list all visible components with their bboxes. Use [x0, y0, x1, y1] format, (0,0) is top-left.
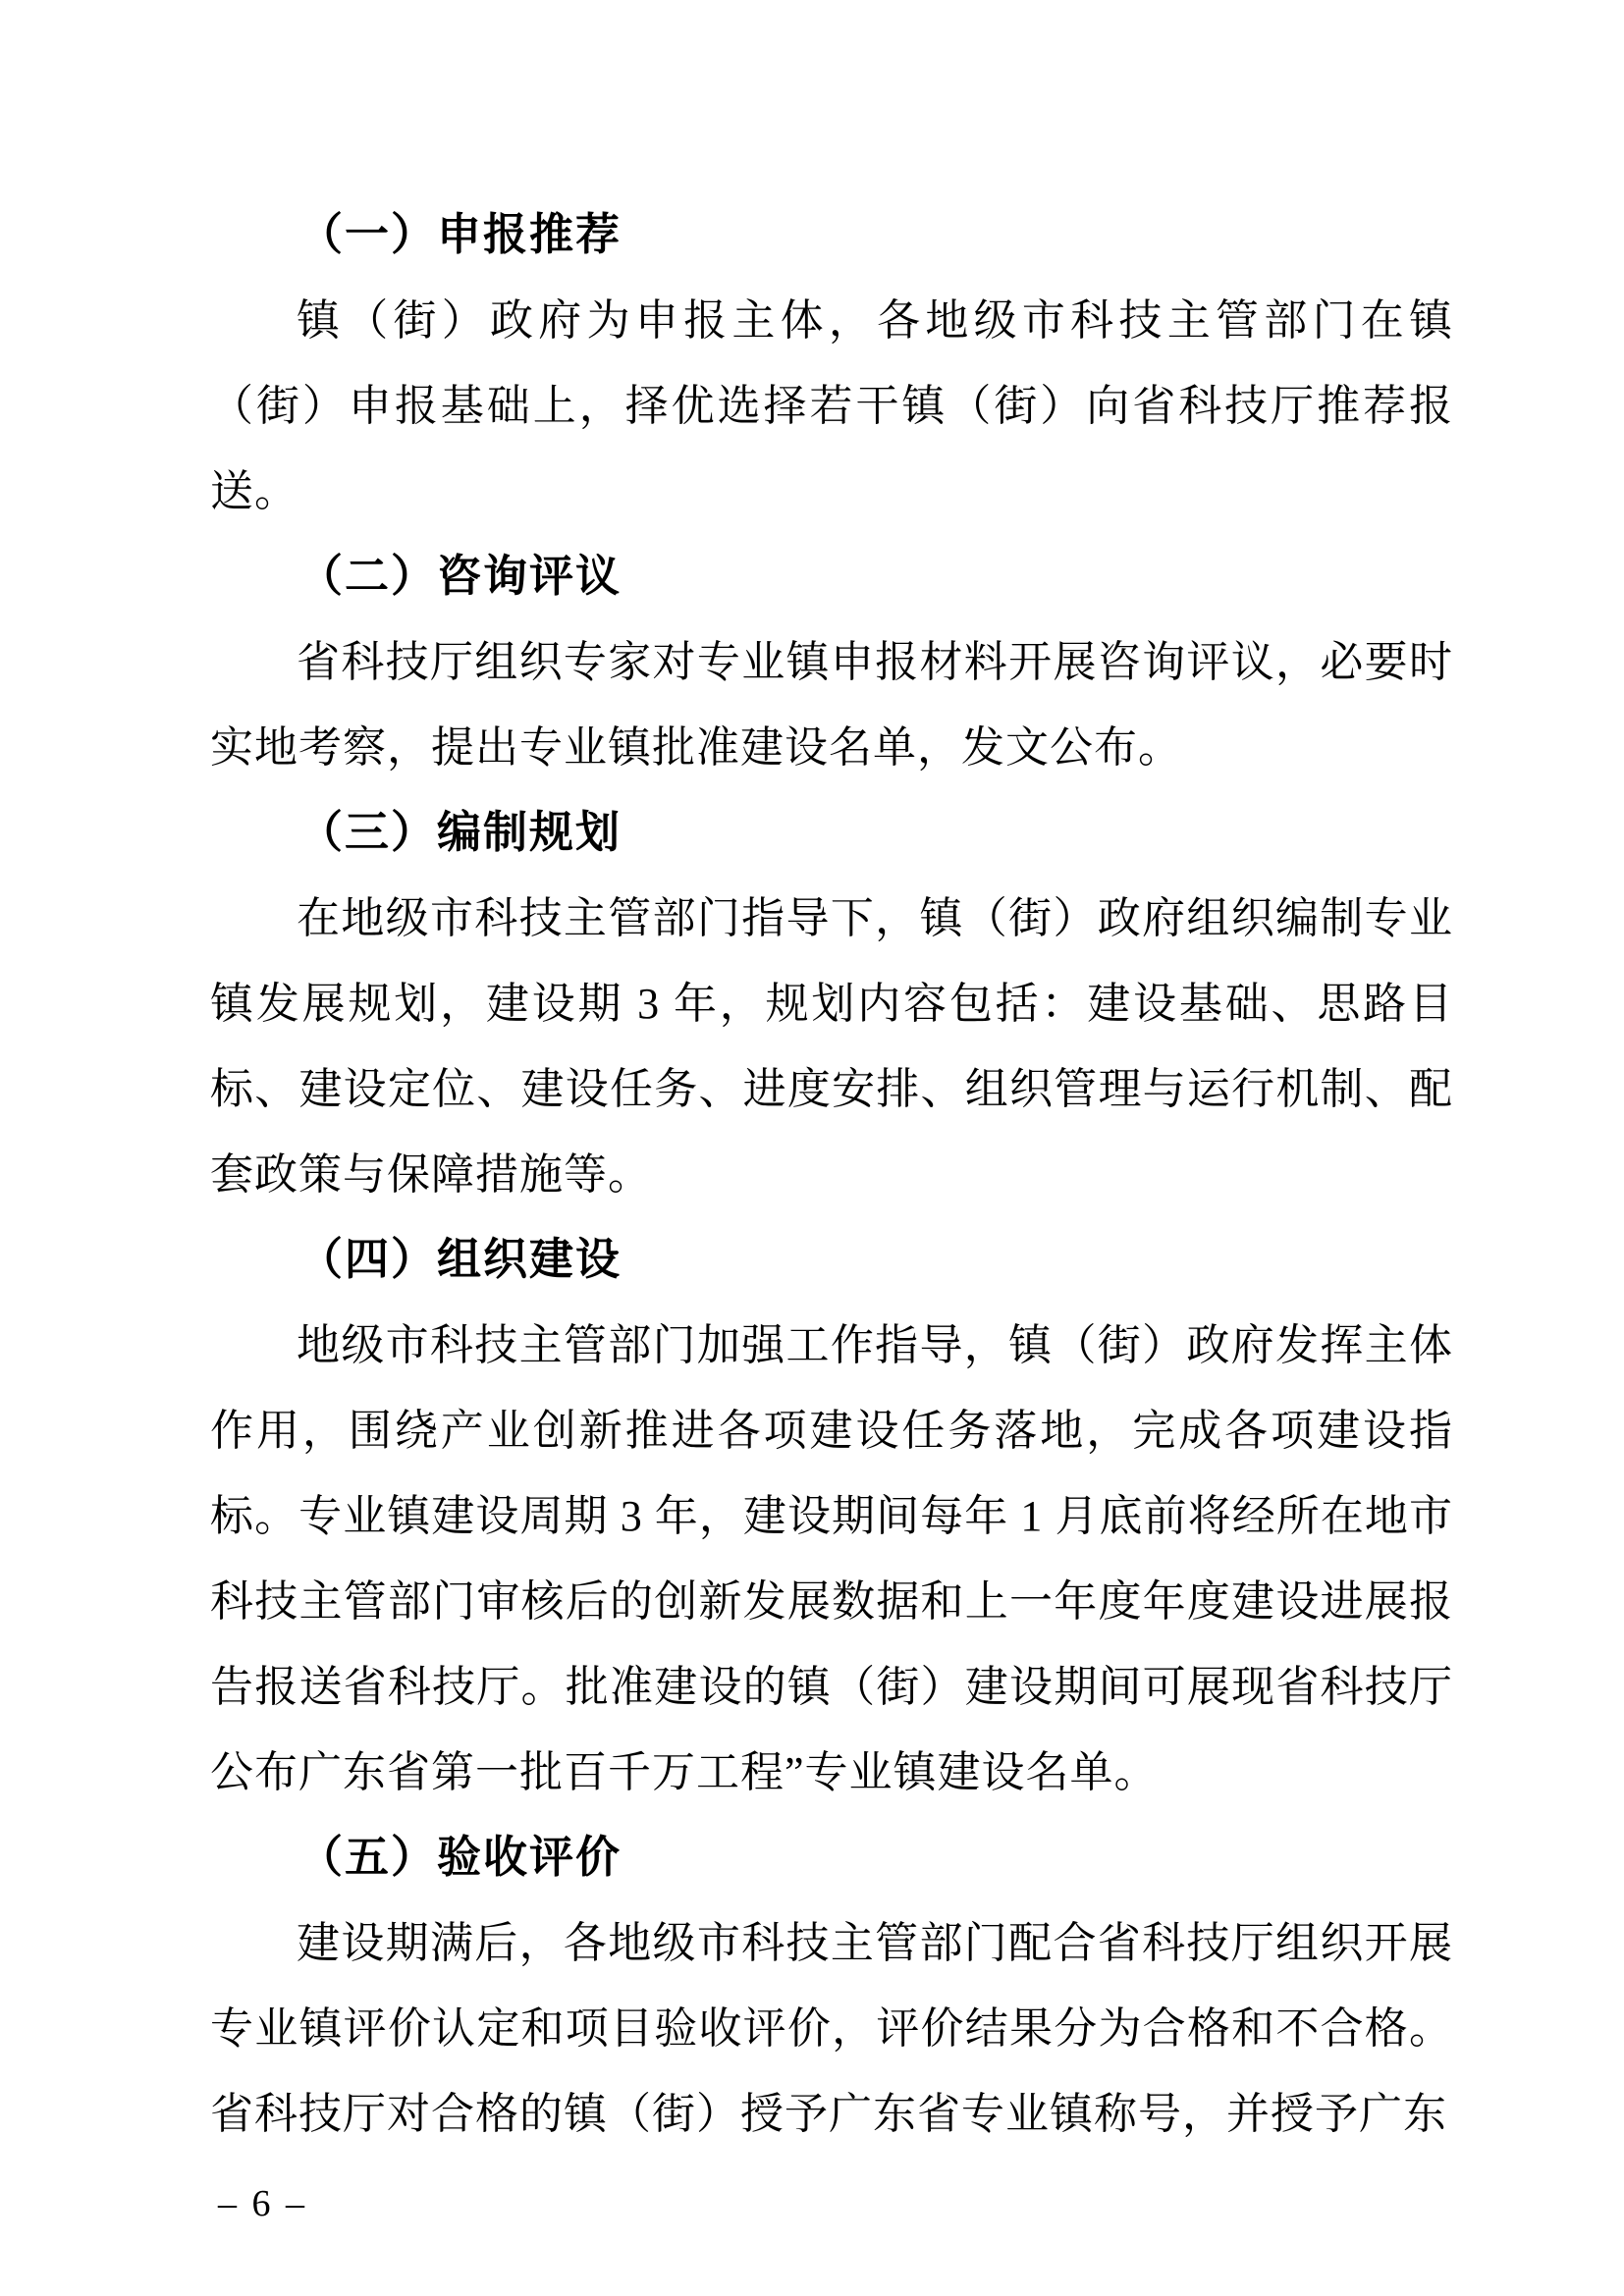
section-heading: （三）编制规划: [298, 808, 623, 857]
section-heading: （二）咨询评议: [298, 552, 623, 601]
section-paragraph: 镇（街）政府为申报主体，各地级市科技主管部门在镇（街）申报基础上，择优选择若干镇（街）向省科技厅推荐报送。: [210, 296, 1453, 515]
section-heading: （五）验收评价: [298, 1833, 623, 1882]
section-paragraph: 地级市科技主管部门加强工作指导，镇（街）政府发挥主体作用，围绕产业创新推进各项建设任务落地，完成各项建设指标。专业镇建设周期 3 年，建设期间每年 1 月底前将经所在地市科技主管部门审核后的创新发展数据和上一年度年度建设进展报告报送省科技厅。批准建设的镇（街）建设期间可展现省科技厅公布广东省第一批百千万工程”专业镇建设名单。: [210, 1321, 1453, 1796]
document-body: [210, 192, 1453, 2225]
section-paragraph: 在地级市科技主管部门指导下，镇（街）政府组织编制专业镇发展规划，建设期 3 年，规划内容包括：建设基础、思路目标、建设定位、建设任务、进度安排、组织管理与运行机制、配套政策与保障措施等。: [210, 894, 1453, 1199]
section-shenbao-tuijian: [210, 192, 1453, 534]
section-bianzhi-guihua: [210, 790, 1453, 1217]
section-yanshou-pingjia: [210, 1815, 1453, 2157]
section-paragraph: 省科技厅组织专家对专业镇申报材料开展咨询评议，必要时实地考察，提出专业镇批准建设名单，发文公布。: [210, 638, 1453, 772]
section-paragraph: 建设期满后，各地级市科技主管部门配合省科技厅组织开展专业镇评价认定和项目验收评价，评价结果分为合格和不合格。省科技厅对合格的镇（街）授予广东省专业镇称号，并授予广东: [210, 1919, 1453, 2138]
section-zixun-pingyi: [210, 534, 1453, 790]
page-number: – 6 –: [218, 2183, 307, 2224]
section-heading: （四）组织建设: [298, 1235, 623, 1284]
section-heading: （一）申报推荐: [298, 210, 623, 259]
section-zuzhi-jianshe: [210, 1217, 1453, 1815]
